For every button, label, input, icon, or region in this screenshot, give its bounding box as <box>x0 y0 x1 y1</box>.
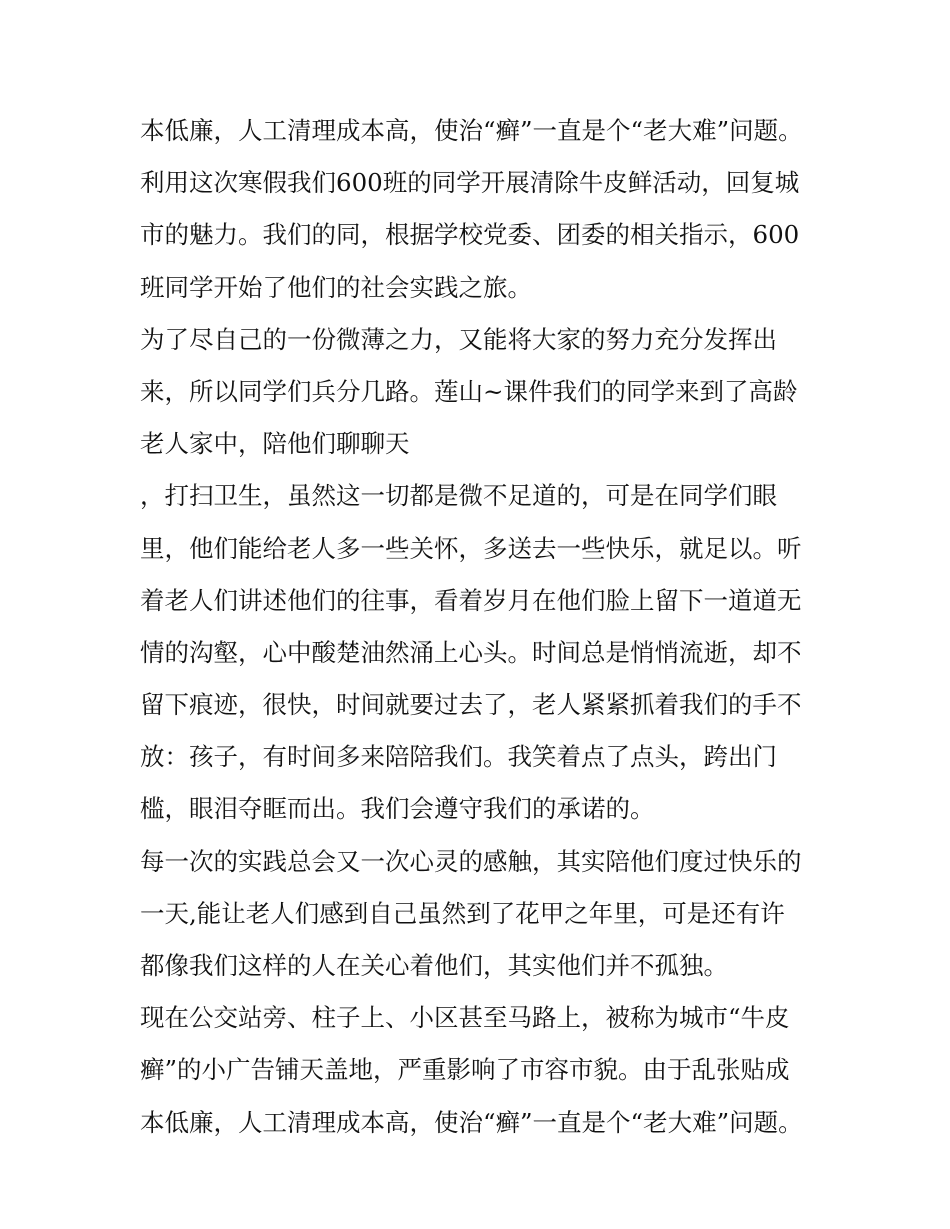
text-line: 本低廉，人工清理成本高，使治“癣”一直是个“老大难”问题。 <box>140 1107 803 1137</box>
text-line: 为了尽自己的一份微薄之力，又能将大家的努力充分发挥出 <box>140 324 777 354</box>
text-line: 本低廉，人工清理成本高，使治“癣”一直是个“老大难”问题。 <box>140 116 803 145</box>
text-line: 槛，眼泪夺眶而出。我们会遵守我们的承诺的。 <box>140 794 655 824</box>
text-line: 每一次的实践总会又一次心灵的感触，其实陪他们度过快乐的 <box>140 846 802 876</box>
text-line: 都像我们这样的人在关心着他们，其实他们并不孤独。 <box>140 951 728 980</box>
document-body <box>140 105 820 1149</box>
text-line: 市的魅力。我们的同，根据学校党委、团委的相关指示，600 <box>140 220 800 250</box>
text-line: 情的沟壑，心中酸楚油然涌上心头。时间总是悄悄流逝，却不 <box>140 637 802 667</box>
text-line: 班同学开始了他们的社会实践之旅。 <box>140 272 532 302</box>
text-line: 放：孩子，有时间多来陪陪我们。我笑着点了点头，跨出门 <box>140 742 777 772</box>
text-line: 利用这次寒假我们600班的同学开展清除牛皮鲜活动，回复城 <box>140 168 800 198</box>
text-line: 现在公交站旁、柱子上、小区甚至马路上，被称为城市“牛皮 <box>140 1003 790 1033</box>
text-line: ，打扫卫生，虽然这一切都是微不足道的，可是在同学们眼 <box>140 481 777 511</box>
text-line: 着老人们讲述他们的往事，看着岁月在他们脸上留下一道道无 <box>140 585 802 615</box>
text-line: 癣”的小广告铺天盖地，严重影响了市容市貌。由于乱张贴成 <box>140 1055 790 1085</box>
text-line: 留下痕迹，很快，时间就要过去了，老人紧紧抓着我们的手不 <box>140 690 802 720</box>
text-line: 来，所以同学们兵分几路。莲山~课件我们的同学来到了高龄 <box>140 376 798 406</box>
text-line: 老人家中，陪他们聊聊天 <box>140 429 410 459</box>
text-line: 一天,能让老人们感到自己虽然到了花甲之年里，可是还有许 <box>140 898 785 928</box>
text-line: 里，他们能给老人多一些关怀，多送去一些快乐，就足以。听 <box>140 533 802 563</box>
